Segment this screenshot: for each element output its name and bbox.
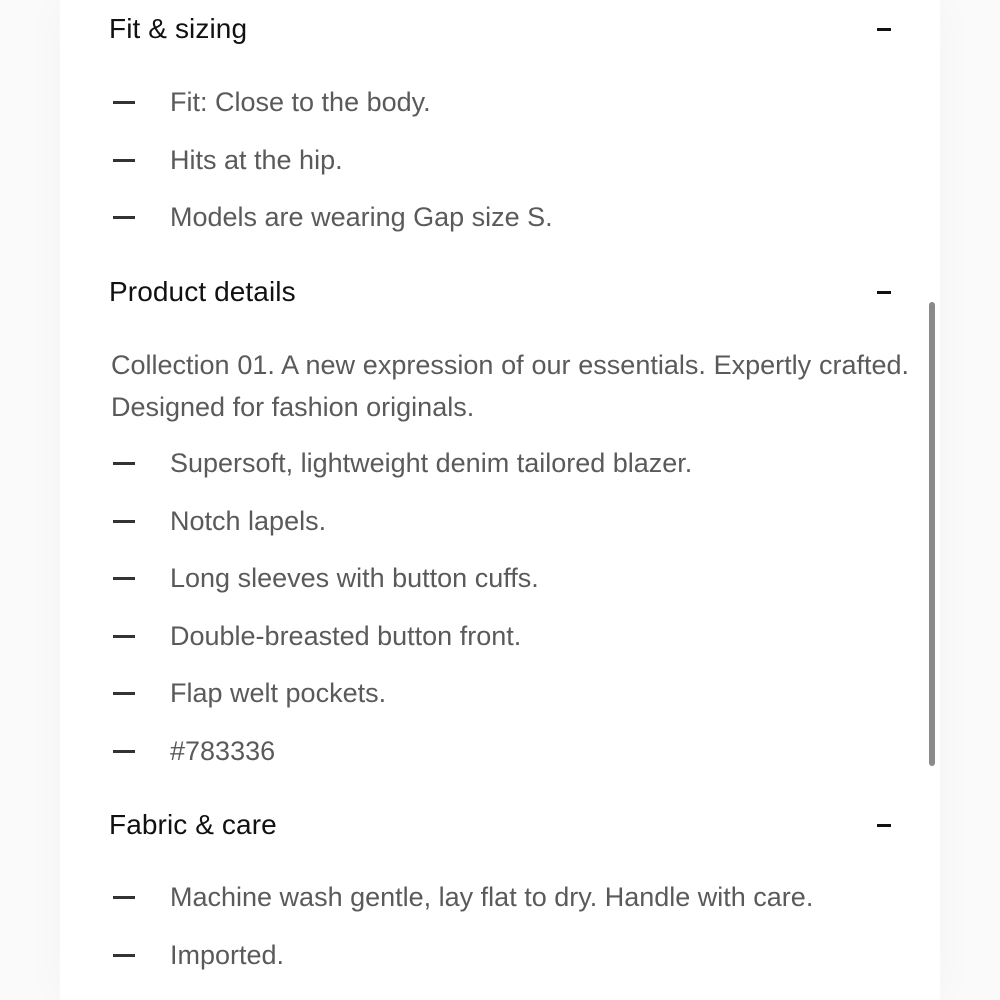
scrollbar-thumb[interactable] [929, 302, 935, 766]
list-item-text: #783336 [170, 735, 276, 766]
list-item [109, 608, 692, 666]
list-item [109, 665, 692, 723]
list-item-text: Fit: Close to the body. [170, 87, 431, 118]
dash-icon [113, 635, 135, 638]
fabric-care-header[interactable] [109, 805, 899, 845]
dash-icon [113, 577, 135, 580]
list-item-text: Imported. [170, 939, 285, 970]
list-item-text: Notch lapels. [170, 505, 327, 536]
dash-icon [113, 896, 135, 899]
list-item-text: Supersoft, lightweight denim tailored blazer. [170, 448, 693, 479]
dash-icon [113, 692, 135, 695]
dash-icon [113, 216, 135, 219]
list-item-text: Models are wearing Gap size S. [170, 202, 553, 233]
list-item [109, 132, 553, 190]
product-description: Collection 01. A new expression of our essentials. Expertly crafted. Designed for fashion originals. [111, 350, 909, 422]
dash-icon [113, 462, 135, 465]
collapse-minus-icon[interactable] [877, 291, 891, 294]
fabric-care-title: Fabric & care [109, 809, 277, 840]
list-item [109, 74, 553, 132]
fit-sizing-title: Fit & sizing [109, 13, 248, 44]
list-item [109, 550, 692, 608]
dash-icon [113, 954, 135, 957]
product-details-header[interactable] [109, 272, 899, 312]
list-item [109, 927, 813, 985]
list-item [109, 869, 813, 927]
dash-icon [113, 101, 135, 104]
product-details-list [109, 435, 692, 780]
fit-sizing-list [109, 74, 553, 247]
list-item [109, 723, 692, 781]
list-item [109, 189, 553, 247]
fit-sizing-header[interactable] [109, 9, 899, 49]
product-details-title: Product details [109, 276, 296, 307]
collapse-minus-icon[interactable] [877, 28, 891, 31]
list-item-text: Flap welt pockets. [170, 678, 387, 709]
dash-icon [113, 750, 135, 753]
dash-icon [113, 159, 135, 162]
list-item-text: Machine wash gentle, lay flat to dry. Handle with care. [170, 882, 814, 913]
collapse-minus-icon[interactable] [877, 824, 891, 827]
list-item [109, 435, 692, 493]
fabric-care-list [109, 869, 813, 984]
list-item-text: Hits at the hip. [170, 144, 343, 175]
list-item-text: Double-breasted button front. [170, 620, 522, 651]
dash-icon [113, 520, 135, 523]
list-item-text: Long sleeves with button cuffs. [170, 563, 539, 594]
list-item [109, 493, 692, 551]
